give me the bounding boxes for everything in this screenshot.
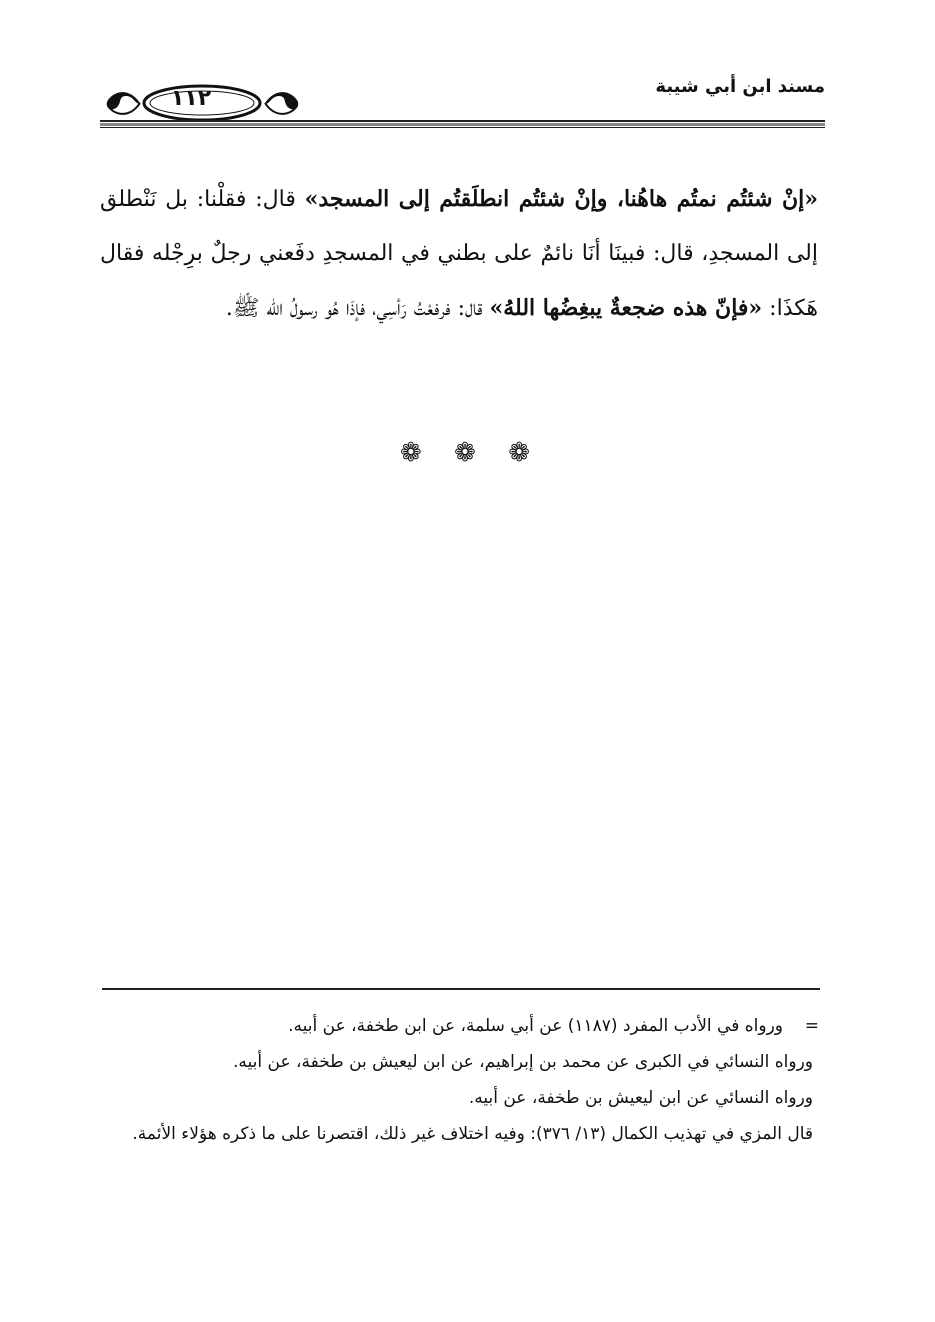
flower-ornament-icon: ❁ [400,438,422,468]
hadith-quote: «فإنّ هذه ضجعةٌ يبغِضُها اللهُ» [489,295,763,321]
book-title: مسند ابن أبي شيبة [655,76,825,97]
header-rule [100,120,825,128]
flower-ornament-icon: ❁ [508,438,530,468]
footnote-line: ورواه النسائي في الكبرى عن محمد بن إبراهيم، عن ابن ليعيش بن طخفة، عن أبيه. [233,1052,813,1072]
footnotes [105,1008,819,1152]
flower-ornament-icon: ❁ [454,438,476,468]
page-number: ١١٢ [170,86,212,111]
footnote-rule [102,988,820,990]
hadith-quote: «إنْ شئتُم نمتُم هاهُنا، وإنْ شئتُم انطلَقتُم إلى المسجد» [304,186,819,212]
page-header [100,70,825,130]
narration-text: قال: فرفعْتُ رَأسِي، فإذَا هُو رسولُ الله ﷺ. [225,296,490,321]
main-text [100,172,818,336]
footnote-line: ورواه النسائي عن ابن ليعيش بن طخفة، عن أبيه. [468,1088,813,1108]
footnote-continuation-marker: = [804,1016,819,1036]
footnote-line: قال المزي في تهذيب الكمال (١٣/ ٣٧٦): وفيه اختلاف غير ذلك، اقتصرنا على ما ذكره هؤلاء الأئمة. [132,1124,813,1144]
footnote-line: ورواه في الأدب المفرد (١١٨٧) عن أبي سلمة، عن ابن طخفة، عن أبيه. [288,1016,783,1036]
section-separator [400,438,530,468]
narration-text: قال: فقلْنا: بل نَنْطلق إلى المسجدِ، قال: فبينَا أنَا نائمٌ على بطني في المسجدِ دفَعني رجلٌ برِجْله فقال هَكذَا: [100,187,818,321]
